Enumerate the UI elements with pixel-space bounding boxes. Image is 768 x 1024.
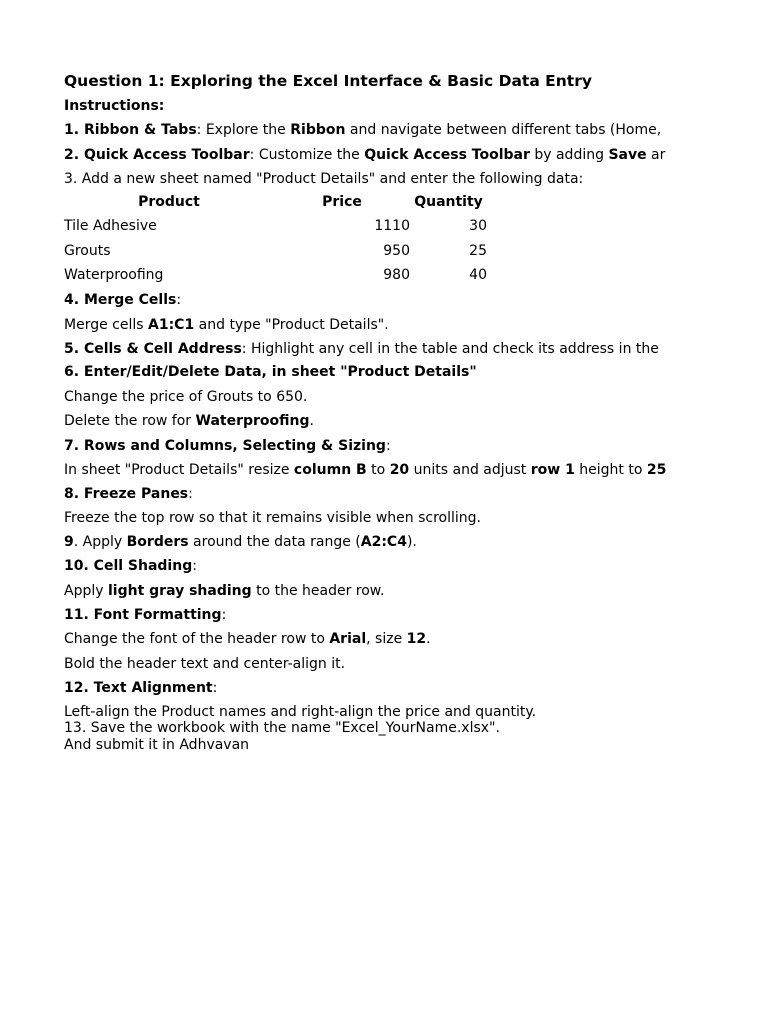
item-text: Delete the row for (64, 413, 196, 429)
item-heading: 12. Text Alignment (64, 680, 213, 696)
item-text: units and adjust (409, 462, 531, 478)
instruction-item-8-detail: Freeze the top row so that it remains visible when scrolling. (64, 510, 481, 526)
item-heading: Quick Access Toolbar (83, 147, 250, 163)
instruction-item-6: 6. Enter/Edit/Delete Data, in sheet "Product Details" (64, 364, 477, 380)
instruction-item-11-detail-1 (64, 630, 658, 648)
item-text: to (366, 462, 390, 478)
table-cell-product: Grouts (64, 242, 111, 259)
item-emphasis: Save (608, 147, 647, 163)
instruction-item-2 (64, 146, 666, 164)
item-number: 2. (64, 147, 84, 163)
item-number: 5. (64, 341, 84, 357)
item-emphasis: light gray shading (107, 583, 252, 599)
table-cell-quantity: 25 (469, 242, 487, 259)
item-emphasis: 25 (646, 462, 667, 478)
column-header-quantity: Quantity (414, 194, 483, 210)
item-number: 4. (64, 292, 84, 308)
instruction-item-7-detail (64, 461, 667, 479)
instructions-heading: Instructions: (64, 98, 165, 114)
item-text: , size (366, 631, 407, 647)
table-cell-product: Waterproofing (64, 266, 164, 283)
item-emphasis: A1:C1 (148, 317, 195, 333)
product-data-table (64, 193, 487, 290)
instruction-item-5 (64, 340, 658, 358)
item-text: . (426, 631, 431, 647)
item-emphasis: 20 (389, 462, 410, 478)
item-text: : (192, 558, 197, 574)
instruction-item-13: 13. Save the workbook with the name "Excel_YourName.xlsx". (64, 720, 500, 736)
item-text: : Explore the (196, 122, 291, 138)
item-text: . (309, 413, 314, 429)
instruction-item-10 (64, 557, 658, 575)
item-heading: Cells & Cell Address (83, 341, 242, 357)
item-text: : (176, 292, 182, 308)
item-text: In sheet "Product Details" resize (64, 462, 294, 478)
instruction-item-9 (64, 533, 658, 551)
column-header-product: Product (138, 194, 200, 210)
item-emphasis: Arial (329, 631, 367, 647)
item-heading: Ribbon & Tabs (83, 122, 197, 138)
item-text: around the data range ( (188, 534, 361, 550)
item-text: and navigate between different tabs (Home, (345, 122, 662, 138)
table-cell-product: Tile Adhesive (64, 218, 157, 235)
table-cell-quantity: 40 (469, 266, 487, 283)
item-text: height to (574, 462, 647, 478)
item-text: ar (646, 147, 666, 163)
instruction-item-4 (64, 291, 658, 309)
instruction-item-1 (64, 121, 662, 139)
table-row (64, 217, 487, 241)
table-cell-price: 1110 (374, 218, 410, 235)
instruction-item-6-detail-1: Change the price of Grouts to 650. (64, 389, 308, 405)
item-text: : (221, 607, 227, 623)
item-emphasis: Quick Access Toolbar (364, 147, 530, 163)
item-text: : Customize the (249, 147, 365, 163)
instruction-item-12-detail: Left-align the Product names and right-align the price and quantity. (64, 704, 537, 720)
item-emphasis: A2:C4 (360, 534, 407, 550)
instruction-item-11 (64, 606, 658, 624)
instruction-item-13-detail: And submit it in Adhvavan (64, 737, 250, 753)
column-header-price: Price (322, 194, 362, 210)
page-title: Question 1: Exploring the Excel Interface & Basic Data Entry (64, 72, 592, 90)
instruction-item-12 (64, 679, 658, 697)
item-text: and type "Product Details". (194, 317, 389, 333)
instruction-item-11-detail-2: Bold the header text and center-align it. (64, 656, 346, 672)
item-text: Change the font of the header row to (64, 631, 330, 647)
item-emphasis: 12 (406, 631, 427, 647)
item-heading: 7. Rows and Columns, Selecting & Sizing (64, 438, 386, 454)
item-text: Merge cells (64, 317, 148, 333)
item-heading: 8. Freeze Panes (64, 486, 189, 502)
item-text: ). (406, 534, 417, 550)
item-text: by adding (529, 147, 609, 163)
table-header-row (64, 193, 487, 217)
item-emphasis: Borders (126, 534, 189, 550)
item-text: : (212, 680, 218, 696)
table-cell-quantity: 30 (469, 218, 487, 235)
item-text: Apply (64, 583, 108, 599)
instruction-item-3: 3. Add a new sheet named "Product Details" and enter the following data: (64, 171, 584, 187)
item-heading: 11. Font Formatting (64, 607, 222, 623)
table-cell-price: 980 (383, 266, 410, 283)
instruction-item-7 (64, 437, 658, 455)
item-emphasis: Waterproofing (195, 413, 310, 429)
item-number: 9 (64, 534, 74, 550)
item-heading: 10. Cell Shading (64, 558, 193, 574)
item-text: : (385, 438, 391, 454)
item-number: 1. (64, 122, 84, 138)
table-row (64, 266, 487, 290)
item-text: to the header row. (251, 583, 385, 599)
table-cell-price: 950 (383, 242, 410, 259)
item-text: . Apply (73, 534, 127, 550)
item-heading: Merge Cells (83, 292, 177, 308)
table-row (64, 242, 487, 266)
item-text: : (188, 486, 193, 502)
item-emphasis: row 1 (530, 462, 575, 478)
instruction-item-6-detail-2 (64, 412, 658, 430)
item-emphasis: Ribbon (290, 122, 346, 138)
item-text: : Highlight any cell in the table and check its address in the (241, 341, 659, 357)
item-emphasis: column B (293, 462, 367, 478)
instruction-item-4-detail (64, 316, 658, 334)
instruction-item-8 (64, 485, 658, 503)
instruction-item-10-detail (64, 582, 658, 600)
